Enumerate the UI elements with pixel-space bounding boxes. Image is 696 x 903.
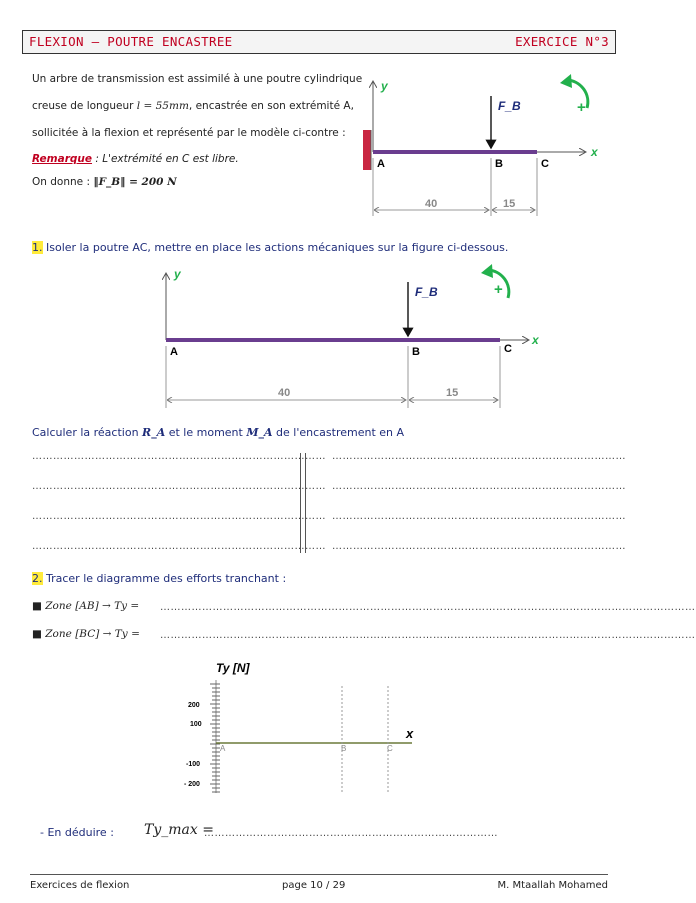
zone-ab-answer[interactable]: ……………………………………………………………………………………………………………………………………… bbox=[160, 602, 696, 613]
q1-text: Isoler la poutre AC, mettre en place les actions mécaniques sur la figure ci-dessous. bbox=[42, 241, 509, 254]
y-label: y bbox=[381, 79, 388, 93]
intro-line-2b: , encastrée en son extrémité A, bbox=[188, 100, 354, 112]
footer-rule bbox=[30, 874, 608, 875]
dim-40-2: 40 bbox=[278, 387, 291, 399]
given-math: ‖F_B‖ = 200 N bbox=[93, 176, 177, 188]
length-math: l = 55mm bbox=[136, 100, 189, 112]
deduce-label: - En déduire : bbox=[40, 826, 114, 839]
x-label: x bbox=[591, 145, 598, 159]
q1-number: 1. bbox=[32, 241, 43, 254]
force-label: F_B bbox=[498, 99, 521, 113]
diagram-C: C bbox=[387, 744, 393, 753]
point-B: B bbox=[495, 158, 503, 170]
ty-max-answer[interactable]: ………………………………………………………………………… bbox=[204, 828, 498, 839]
intro-line-1: Un arbre de transmission est assimilé à une poutre cylindrique bbox=[32, 73, 363, 85]
ty-max-math: Ty_max = bbox=[144, 822, 214, 838]
dim-15: 15 bbox=[503, 198, 516, 210]
rotation-arrowhead bbox=[560, 74, 572, 88]
answer-line[interactable]: ………………………………………………………………………… bbox=[32, 511, 326, 522]
answer-line[interactable]: ………………………………………………………………………… bbox=[32, 481, 326, 492]
beam-figure-2 bbox=[150, 262, 560, 410]
answer-line[interactable]: ………………………………………………………………………… bbox=[332, 451, 626, 462]
question-2 bbox=[32, 572, 286, 585]
tick-200: 200 bbox=[188, 702, 200, 709]
ra-math: R_A bbox=[142, 426, 166, 439]
rq-text-b: et le moment bbox=[165, 426, 247, 439]
header-title: FLEXION – POUTRE ENCASTREE bbox=[29, 34, 233, 49]
point-A: A bbox=[377, 158, 385, 170]
q2-number: 2. bbox=[32, 572, 43, 585]
zone-bc-answer[interactable]: ……………………………………………………………………………………………………………………………………… bbox=[160, 630, 696, 641]
column-divider bbox=[300, 453, 306, 553]
diagram-y-axis bbox=[210, 680, 220, 793]
given bbox=[32, 176, 177, 188]
diagram-y-label: Ty [N] bbox=[216, 661, 250, 675]
page-header bbox=[22, 30, 616, 54]
remark-text: : L'extrémité en C est libre. bbox=[92, 153, 239, 165]
answer-line[interactable]: ………………………………………………………………………… bbox=[32, 541, 326, 552]
footer-page: page 10 / 29 bbox=[282, 880, 346, 891]
given-label: On donne : bbox=[32, 176, 94, 188]
point-C-2: C bbox=[504, 343, 512, 355]
bullet-icon: ■ bbox=[32, 628, 46, 640]
q2-text: Tracer le diagramme des efforts tranchant : bbox=[42, 572, 287, 585]
point-A-2: A bbox=[170, 346, 178, 358]
footer-left: Exercices de flexion bbox=[30, 880, 130, 891]
question-1 bbox=[32, 241, 508, 254]
zone-bc-math: Zone [BC] → Ty = bbox=[45, 628, 140, 640]
shear-diagram bbox=[180, 658, 430, 798]
zone-ab bbox=[32, 600, 139, 612]
header-exercise: EXERCICE N°3 bbox=[515, 34, 609, 49]
footer-author: M. Mtaallah Mohamed bbox=[497, 880, 608, 891]
reaction-question bbox=[32, 426, 404, 439]
answer-line[interactable]: ………………………………………………………………………… bbox=[332, 481, 626, 492]
ma-math: M_A bbox=[246, 426, 273, 439]
tick-minus-200: - 200 bbox=[184, 781, 200, 788]
fixed-support bbox=[363, 130, 371, 170]
sign-plus: + bbox=[577, 99, 586, 116]
diagram-x-label: x bbox=[406, 726, 414, 741]
intro-line-3: sollicitée à la flexion et représenté par le modèle ci-contre : bbox=[32, 127, 346, 139]
rq-text-c: de l'encastrement en A bbox=[272, 426, 405, 439]
beam-figure-1 bbox=[355, 68, 615, 228]
diagram-B: B bbox=[341, 744, 347, 753]
rq-text-a: Calculer la réaction bbox=[32, 426, 143, 439]
intro-line-2a: creuse de longueur bbox=[32, 100, 137, 112]
diagram-A: A bbox=[220, 744, 226, 753]
dim-15-2: 15 bbox=[446, 387, 459, 399]
force-label-2: F_B bbox=[415, 285, 438, 299]
zone-bc bbox=[32, 628, 140, 640]
rotation-arrowhead-2 bbox=[481, 264, 493, 278]
bullet-icon: ■ bbox=[32, 600, 46, 612]
tick-minus-100: -100 bbox=[186, 761, 201, 768]
x-label-2: x bbox=[532, 333, 539, 347]
y-label-2: y bbox=[174, 267, 181, 281]
remark bbox=[32, 153, 239, 165]
answer-line[interactable]: ………………………………………………………………………… bbox=[32, 451, 326, 462]
tick-100: 100 bbox=[190, 721, 202, 728]
intro-line-2 bbox=[32, 100, 354, 112]
point-B-2: B bbox=[412, 346, 420, 358]
answer-line[interactable]: ………………………………………………………………………… bbox=[332, 511, 626, 522]
sign-plus-2: + bbox=[494, 281, 503, 298]
remark-label: Remarque bbox=[32, 153, 93, 165]
dim-40: 40 bbox=[425, 198, 438, 210]
point-C: C bbox=[541, 158, 549, 170]
zone-ab-math: Zone [AB] → Ty = bbox=[45, 600, 140, 612]
answer-line[interactable]: ………………………………………………………………………… bbox=[332, 541, 626, 552]
